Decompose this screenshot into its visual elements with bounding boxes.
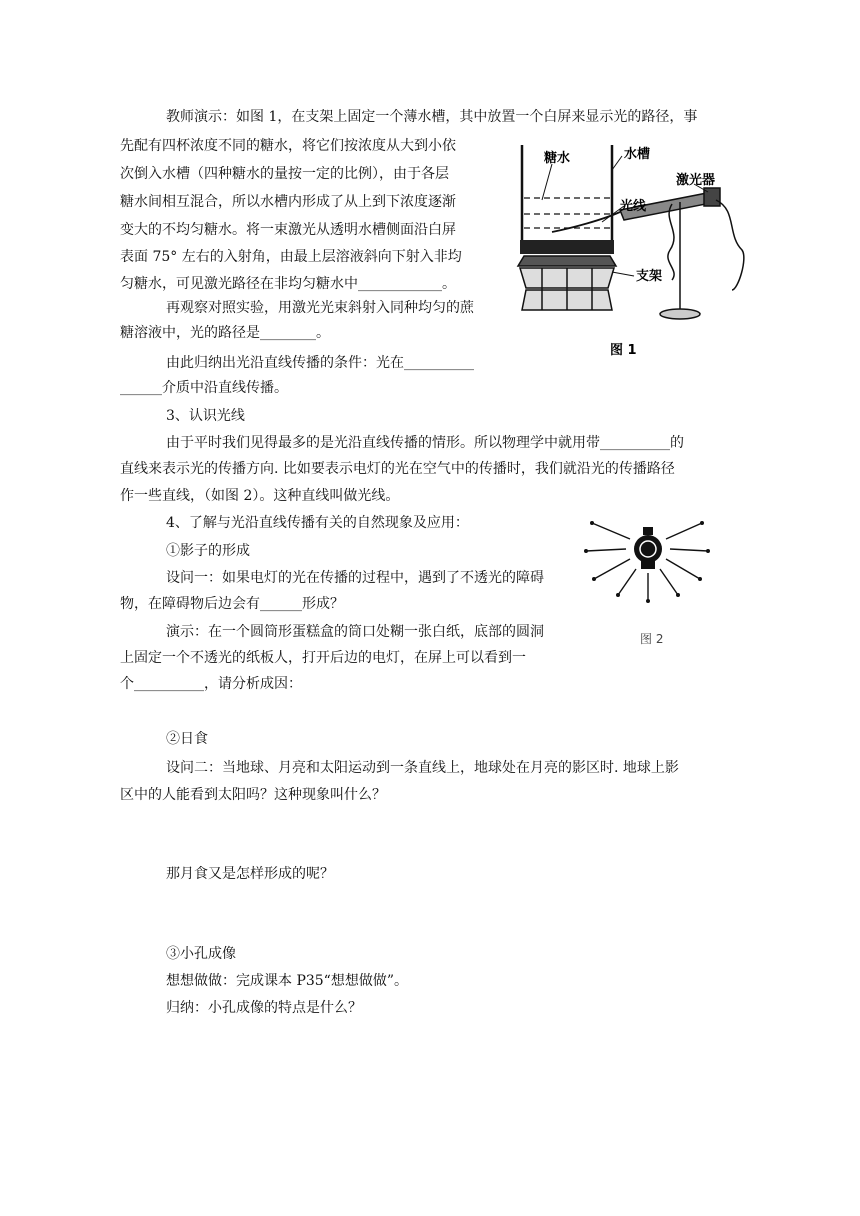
section-heading: 3、认识光线: [166, 408, 245, 424]
subsection-heading: ②日食: [166, 731, 208, 747]
light-bulb-icon: [634, 527, 662, 569]
text-line: 设问一：如果电灯的光在传播的过程中，遇到了不透光的障碍: [166, 570, 544, 586]
text-line: 那月食又是怎样形成的呢？: [166, 866, 334, 882]
text-line: 由于平时我们见得最多的是光沿直线传播的情形。所以物理学中就用带__________的: [166, 435, 684, 451]
tank-base: [520, 240, 614, 254]
text-line: 教师演示：如图 1，在支架上固定一个薄水槽，其中放置一个白屏来显示光的路径，事: [166, 109, 698, 125]
text-line: 设问二：当地球、月亮和太阳运动到一条直线上，地球处在月亮的影区时. 地球上影: [166, 760, 679, 776]
figure-1: [512, 140, 752, 365]
laser-stand: [660, 200, 744, 319]
figure-1-drawing: [512, 140, 752, 365]
figure-1-caption: 图 1: [610, 343, 637, 358]
text-line: 个__________，请分析成因：: [120, 676, 302, 692]
figure-2-drawing: [582, 515, 722, 655]
text-line: 归纳：小孔成像的特点是什么？: [166, 1000, 362, 1016]
label-laser: 激光器: [676, 173, 716, 188]
text-line: 直线来表示光的传播方向. 比如要表示电灯的光在空气中的传播时，我们就沿光的传播路径: [120, 461, 675, 477]
text-line: 糖溶液中，光的路径是________。: [120, 325, 330, 341]
text-line: 变大的不均匀糖水。将一束激光从透明水槽侧面沿白屏: [120, 222, 456, 238]
text-line: 想想做做：完成课本 P35“想想做做”。: [166, 973, 408, 989]
text-line: 物，在障碍物后边会有______形成？: [120, 596, 344, 612]
text-line: 作一些直线，（如图 2）。这种直线叫做光线。: [120, 488, 400, 504]
text-line: 先配有四杯浓度不同的糖水，将它们按浓度从大到小依: [120, 138, 456, 154]
figure-2: [582, 515, 722, 655]
text-line: 次倒入水槽（四种糖水的量按一定的比例），由于各层: [120, 166, 449, 182]
text-line: 再观察对照实验，用激光光束斜射入同种均匀的蔗: [166, 300, 474, 316]
stand-shape: [518, 256, 616, 310]
text-line: ______介质中沿直线传播。: [120, 380, 288, 396]
section-heading: 4、了解与光沿直线传播有关的自然现象及应用：: [166, 515, 469, 531]
label-water-tank: 水槽: [624, 147, 651, 162]
light-ray-path: [552, 212, 620, 232]
text-line: 上固定一个不透光的纸板人，打开后边的电灯，在屏上可以看到一: [120, 650, 526, 666]
text-line: 匀糖水，可见激光路径在非均匀糖水中____________。: [120, 276, 456, 292]
text-line: 演示：在一个圆筒形蛋糕盒的筒口处糊一张白纸，底部的圆洞: [166, 624, 544, 640]
text-line: 糖水间相互混合，所以水槽内形成了从上到下浓度逐渐: [120, 194, 456, 210]
label-light-ray: 光线: [620, 199, 647, 214]
subsection-heading: ③小孔成像: [166, 946, 236, 962]
label-sugar-water: 糖水: [544, 151, 571, 166]
text-line: 表面 75° 左右的入射角，由最上层溶液斜向下射入非均: [120, 249, 462, 265]
subsection-heading: ①影子的形成: [166, 543, 250, 559]
sugar-water-layers: [524, 198, 610, 228]
label-stand: 支架: [636, 269, 663, 284]
figure-2-caption: 图 2: [640, 632, 664, 646]
text-line: 区中的人能看到太阳吗？这种现象叫什么？: [120, 787, 386, 803]
text-line: 由此归纳出光沿直线传播的条件：光在__________: [166, 355, 474, 371]
